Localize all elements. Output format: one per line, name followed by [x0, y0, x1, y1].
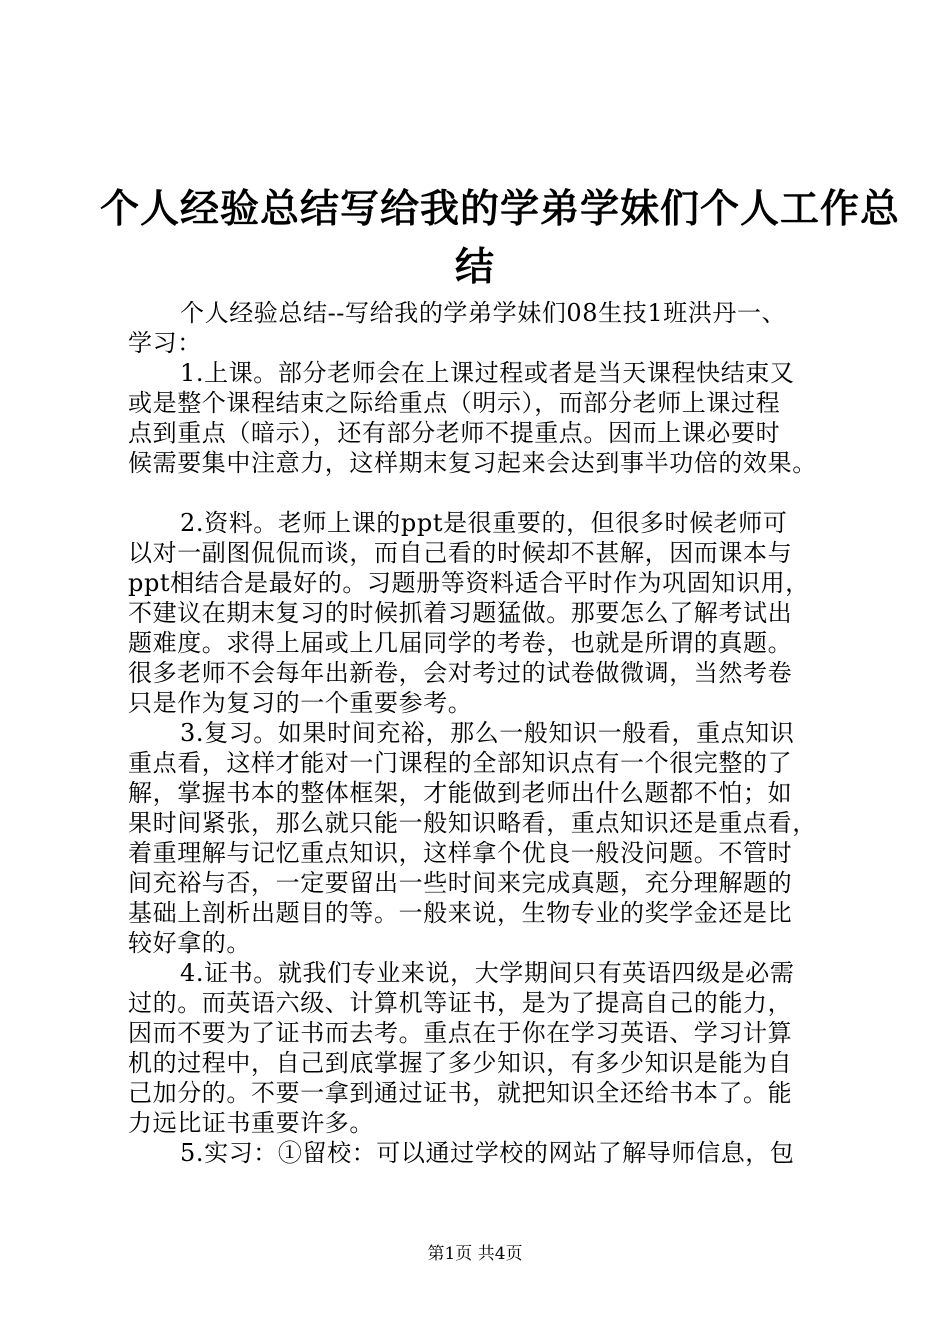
paragraph-line: 个人经验总结--写给我的学弟学妹们08生技1班洪丹一、 — [180, 299, 787, 327]
paragraph-line: 较好拿的。 — [128, 929, 251, 957]
document-body — [128, 298, 848, 1168]
paragraph-line: 己加分的。不要一拿到通过证书，就把知识全还给书本了。能 — [128, 1079, 793, 1107]
paragraph-line: 基础上剖析出题目的等。一般来说，生物专业的奖学金还是比 — [128, 899, 793, 927]
paragraph-line: 着重理解与记忆重点知识，这样拿个优良一般没问题。不管时 — [128, 839, 793, 867]
paragraph-line: 间充裕与否，一定要留出一些时间来完成真题，充分理解题的 — [128, 869, 793, 897]
paragraph-line: ppt相结合是最好的。习题册等资料适合平时作为巩固知识用， — [128, 569, 810, 597]
paragraph-line: 1.上课。部分老师会在上课过程或者是当天课程快结束又 — [180, 359, 795, 387]
paragraph-line: 候需要集中注意力，这样期末复习起来会达到事半功倍的效果。 — [128, 449, 817, 477]
paragraph-line: 不建议在期末复习的时候抓着习题猛做。那要怎么了解考试出 — [128, 599, 793, 627]
paragraph-line: 3.复习。如果时间充裕，那么一般知识一般看，重点知识 — [180, 719, 795, 747]
paragraph-line: 学习： — [128, 329, 202, 357]
paragraph-line: 以对一副图侃侃而谈，而自己看的时候却不甚解，因而课本与 — [128, 539, 793, 567]
paragraph-line: 机的过程中，自己到底掌握了多少知识，有多少知识是能为自 — [128, 1049, 793, 1077]
paragraph-line: 过的。而英语六级、计算机等证书，是为了提高自己的能力， — [128, 989, 793, 1017]
paragraph-line: 很多老师不会每年出新卷，会对考过的试卷做微调，当然考卷 — [128, 659, 793, 687]
paragraph-line: 点到重点（暗示），还有部分老师不提重点。因而上课必要时 — [128, 419, 781, 447]
paragraph-line: 重点看，这样才能对一门课程的全部知识点有一个很完整的了 — [128, 749, 793, 777]
paragraph-line: 2.资料。老师上课的ppt是很重要的，但很多时候老师可 — [180, 509, 788, 537]
paragraph-line: 因而不要为了证书而去考。重点在于你在学习英语、学习计算 — [128, 1019, 793, 1047]
paragraph-line: 5.实习：①留校：可以通过学校的网站了解导师信息，包 — [180, 1139, 795, 1167]
document-title-line-2: 结 — [454, 245, 495, 290]
paragraph-line: 题难度。求得上届或上几届同学的考卷，也就是所谓的真题。 — [128, 629, 793, 657]
paragraph-gap — [128, 478, 848, 508]
page-number-footer: 第1页 共4页 — [427, 1244, 523, 1264]
paragraph-line: 4.证书。就我们专业来说，大学期间只有英语四级是必需 — [180, 959, 795, 987]
paragraph-line: 解，掌握书本的整体框架，才能做到老师出什么题都不怕；如 — [128, 779, 793, 807]
paragraph-line: 力远比证书重要许多。 — [128, 1109, 374, 1137]
paragraph-line: 果时间紧张，那么就只能一般知识略看，重点知识还是重点看， — [128, 809, 817, 837]
paragraph-line: 或是整个课程结束之际给重点（明示），而部分老师上课过程 — [128, 389, 781, 417]
paragraph-line: 只是作为复习的一个重要参考。 — [128, 689, 473, 717]
document-title-line-1: 个人经验总结写给我的学弟学妹们个人工作总 — [100, 187, 901, 232]
